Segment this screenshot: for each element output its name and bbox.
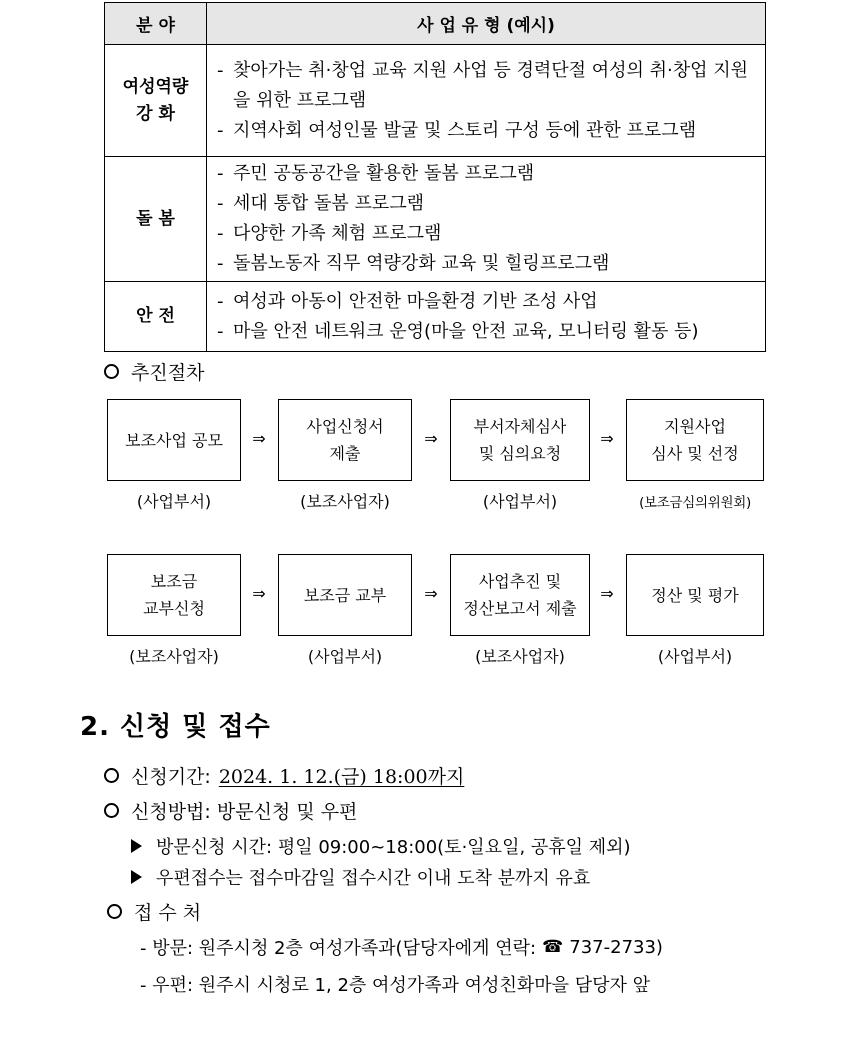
flow-step-owner: (보조사업자) — [475, 647, 565, 666]
office-visit — [140, 934, 663, 960]
item-text: 여성과 아동이 안전한 마을환경 기반 조성 사업 — [233, 290, 598, 312]
category-line: 여성역량 — [122, 76, 189, 97]
table-row — [105, 157, 766, 282]
item-text: 지역사회 여성인물 발굴 및 스토리 구성 등에 관한 프로그램 — [233, 119, 697, 141]
list-item — [217, 219, 755, 249]
header-type: 사 업 유 형 (예시) — [207, 3, 766, 45]
item-text: 세대 통합 돌봄 프로그램 — [233, 193, 425, 214]
dash-mark: - — [217, 119, 224, 141]
project-type-table — [104, 2, 766, 352]
flow-step-owner: (보조사업자) — [129, 647, 219, 666]
flow-step-box: 사업추진 및 정산보고서 제출 — [450, 554, 590, 636]
table-row — [105, 45, 766, 157]
category-cell — [105, 282, 207, 352]
list-item — [217, 287, 755, 317]
procedure-title: 추진절차 — [131, 362, 205, 384]
flow-step-owner: (보조사업자) — [300, 492, 390, 511]
application-method — [104, 797, 357, 824]
dash-mark: - — [217, 193, 224, 214]
item-text: 주민 공동공간을 활용한 돌봄 프로그램 — [233, 163, 535, 184]
circle-bullet-icon — [107, 904, 122, 919]
procedure-flow-row-2 — [107, 554, 767, 672]
item-text: 돌봄노동자 직무 역량강화 교육 및 힐링프로그램 — [233, 253, 610, 274]
application-period — [104, 762, 464, 789]
dash-mark: - — [217, 320, 224, 342]
right-double-arrow-icon: ⇒ — [252, 429, 266, 448]
right-double-arrow-icon: ⇒ — [424, 584, 438, 603]
item-text: 마을 안전 네트워크 운영(마을 안전 교육, 모니터링 활동 등) — [233, 320, 699, 342]
dash-mark: - — [217, 163, 224, 184]
category-line: 돌 봄 — [136, 208, 175, 229]
office-label: 접 수 처 — [134, 902, 202, 924]
circle-bullet-icon — [104, 768, 119, 783]
category-line: 강 화 — [136, 103, 175, 124]
office-mail — [140, 971, 650, 997]
list-item — [217, 249, 755, 279]
circle-bullet-icon — [104, 364, 119, 379]
dash-mark: - — [217, 223, 224, 244]
right-double-arrow-icon: ⇒ — [600, 429, 614, 448]
category-cell — [105, 157, 207, 282]
flow-step-box: 보조금 교부 — [278, 554, 412, 636]
category-cell — [105, 45, 207, 157]
flow-step-box: 지원사업 심사 및 선정 — [626, 399, 764, 481]
right-double-arrow-icon: ⇒ — [600, 584, 614, 603]
flow-step-box: 보조금 교부신청 — [107, 554, 241, 636]
flow-step-owner: (사업부서) — [657, 647, 733, 666]
flow-step-owner: (사업부서) — [307, 647, 383, 666]
list-item — [217, 116, 755, 146]
category-line: 안 전 — [136, 306, 175, 326]
table-row — [105, 282, 766, 352]
telephone-icon: ☎ — [542, 937, 564, 957]
phone-number: 737-2733) — [569, 936, 663, 958]
list-item — [217, 159, 755, 189]
items-cell — [207, 282, 766, 352]
triangle-bullet-icon — [131, 839, 142, 853]
method-item-text: 방문신청 시간: 평일 09:00~18:00(토·일요일, 공휴일 제외) — [156, 837, 631, 858]
procedure-heading — [104, 358, 204, 385]
item-text: 찾아가는 취·창업 교육 지원 사업 등 경력단절 여성의 취·창업 지원을 위한 프로그램 — [233, 59, 749, 111]
method-item-text: 우편접수는 접수마감일 접수시간 이내 도착 분까지 유효 — [156, 868, 591, 889]
method-label: 신청방법: 방문신청 및 우편 — [131, 801, 358, 823]
triangle-bullet-icon — [131, 870, 142, 884]
flow-step-box: 보조사업 공모 — [107, 399, 241, 481]
flow-step-box: 부서자체심사 및 심의요청 — [450, 399, 590, 481]
dash-mark: - — [217, 290, 224, 312]
header-category: 분 야 — [105, 3, 207, 45]
list-item — [217, 56, 755, 116]
period-value: 2024. 1. 12.(금) 18:00까지 — [218, 766, 465, 788]
flow-step-owner: (사업부서) — [482, 492, 558, 511]
method-item — [131, 833, 631, 859]
list-item — [217, 189, 755, 219]
mail-text: - 우편: 원주시 시청로 1, 2층 여성가족과 여성친화마을 담당자 앞 — [140, 975, 650, 996]
procedure-flow-row-1 — [107, 399, 767, 517]
flow-step-box: 사업신청서 제출 — [278, 399, 412, 481]
items-cell — [207, 45, 766, 157]
period-label: 신청기간: — [131, 766, 211, 788]
right-double-arrow-icon: ⇒ — [252, 584, 266, 603]
list-item — [217, 317, 755, 347]
circle-bullet-icon — [104, 803, 119, 818]
right-double-arrow-icon: ⇒ — [424, 429, 438, 448]
method-item — [131, 864, 590, 890]
item-text: 다양한 가족 체험 프로그램 — [233, 223, 442, 244]
items-cell — [207, 157, 766, 282]
visit-text: - 방문: 원주시청 2층 여성가족과(담당자에게 연락: — [140, 938, 537, 959]
flow-step-owner: (사업부서) — [136, 492, 212, 511]
dash-mark: - — [217, 253, 224, 274]
table-header-row — [105, 3, 766, 45]
reception-office — [107, 898, 201, 925]
flow-step-box: 정산 및 평가 — [626, 554, 764, 636]
section-title: 2. 신청 및 접수 — [80, 712, 271, 742]
flow-step-owner: (보조금심의위원회) — [639, 495, 751, 511]
dash-mark: - — [217, 59, 224, 81]
